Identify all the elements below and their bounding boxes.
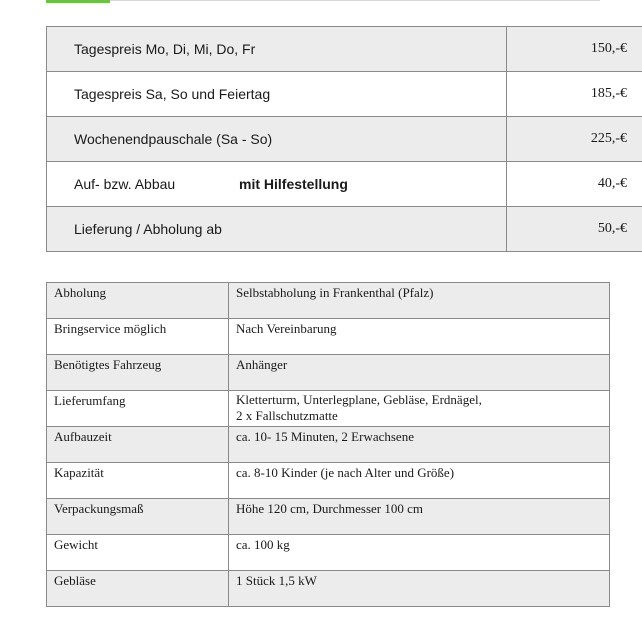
spec-row bbox=[47, 499, 610, 535]
price-value: 225,-€ bbox=[507, 117, 642, 162]
price-row bbox=[47, 162, 642, 207]
spec-value-cell bbox=[229, 391, 610, 427]
price-label-cell bbox=[47, 162, 507, 207]
spec-row bbox=[47, 427, 610, 463]
spec-value: ca. 100 kg bbox=[229, 535, 610, 571]
price-value: 185,-€ bbox=[507, 72, 642, 117]
spec-key: Aufbauzeit bbox=[47, 427, 229, 463]
price-label: Wochenendpauschale (Sa - So) bbox=[47, 117, 507, 162]
spec-table bbox=[46, 282, 610, 607]
spec-row bbox=[47, 319, 610, 355]
price-label: Tagespreis Mo, Di, Mi, Do, Fr bbox=[47, 27, 507, 72]
accent-bar bbox=[46, 0, 110, 3]
spec-key: Lieferumfang bbox=[47, 391, 229, 427]
price-label: Tagespreis Sa, So und Feiertag bbox=[47, 72, 507, 117]
spec-key: Benötigtes Fahrzeug bbox=[47, 355, 229, 391]
price-row bbox=[47, 117, 642, 162]
price-row bbox=[47, 72, 642, 117]
spec-row bbox=[47, 463, 610, 499]
spec-value: ca. 10- 15 Minuten, 2 Erwachsene bbox=[229, 427, 610, 463]
spec-key: Kapazität bbox=[47, 463, 229, 499]
spec-row bbox=[47, 571, 610, 607]
spec-key: Abholung bbox=[47, 283, 229, 319]
price-value: 40,-€ bbox=[507, 162, 642, 207]
price-value: 50,-€ bbox=[507, 207, 642, 252]
spec-key: Bringservice möglich bbox=[47, 319, 229, 355]
spec-value: Höhe 120 cm, Durchmesser 100 cm bbox=[229, 499, 610, 535]
spec-value: Selbstabholung in Frankenthal (Pfalz) bbox=[229, 283, 610, 319]
spec-key: Gewicht bbox=[47, 535, 229, 571]
price-note: mit Hilfestellung bbox=[239, 176, 348, 192]
price-label: Lieferung / Abholung ab bbox=[47, 207, 507, 252]
spec-key: Verpackungsmaß bbox=[47, 499, 229, 535]
spec-value: Anhänger bbox=[229, 355, 610, 391]
spec-value: 1 Stück 1,5 kW bbox=[229, 571, 610, 607]
spec-value: Kletterturm, Unterlegplane, Gebläse, Erdnägel, bbox=[236, 392, 482, 407]
spec-row bbox=[47, 391, 610, 427]
spec-value: Nach Vereinbarung bbox=[229, 319, 610, 355]
top-divider bbox=[110, 0, 600, 1]
price-row bbox=[47, 207, 642, 252]
spec-value-line2: 2 x Fallschutzmatte bbox=[236, 408, 338, 423]
spec-row bbox=[47, 535, 610, 571]
price-row bbox=[47, 27, 642, 72]
spec-row bbox=[47, 355, 610, 391]
price-value: 150,-€ bbox=[507, 27, 642, 72]
price-table bbox=[46, 26, 642, 252]
price-label: Auf- bzw. Abbau bbox=[74, 176, 176, 192]
spec-value: ca. 8-10 Kinder (je nach Alter und Größe) bbox=[229, 463, 610, 499]
spec-row bbox=[47, 283, 610, 319]
spec-key: Gebläse bbox=[47, 571, 229, 607]
